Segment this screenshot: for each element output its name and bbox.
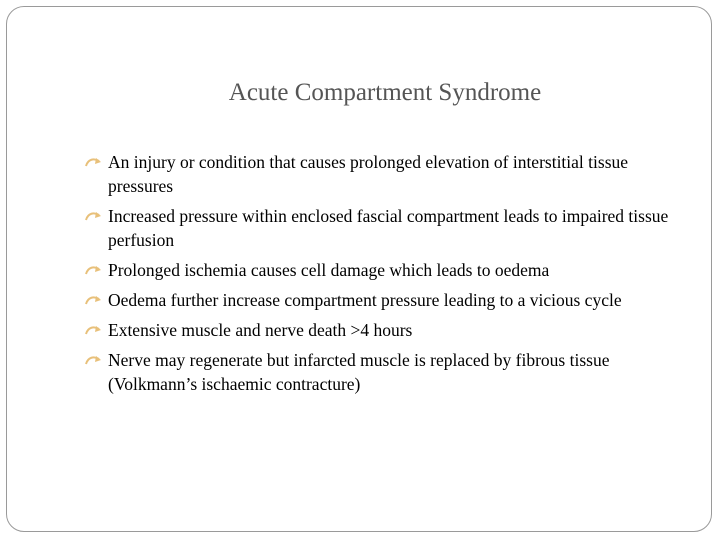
bullet-item [85, 288, 685, 312]
curved-arrow-bullet-icon [85, 324, 102, 336]
bullet-text: Extensive muscle and nerve death >4 hours [108, 320, 413, 340]
curved-arrow-bullet-icon [85, 354, 102, 366]
bullet-item [85, 150, 685, 198]
bullet-item [85, 318, 685, 342]
bullet-text: Increased pressure within enclosed fascial compartment leads to impaired tissue perfusion [108, 206, 669, 250]
bullet-item [85, 348, 685, 396]
curved-arrow-bullet-icon [85, 294, 102, 306]
bullet-text: An injury or condition that causes prolonged elevation of interstitial tissue pressures [108, 152, 629, 196]
slide-frame [6, 6, 712, 532]
curved-arrow-bullet-icon [85, 264, 102, 276]
bullet-text: Oedema further increase compartment pressure leading to a vicious cycle [108, 290, 622, 310]
curved-arrow-bullet-icon [85, 156, 102, 168]
bullet-item [85, 258, 685, 282]
bullet-item [85, 204, 685, 252]
slide-title: Acute Compartment Syndrome [228, 79, 542, 106]
bullet-text: Prolonged ischemia causes cell damage which leads to oedema [108, 260, 550, 280]
bullet-text: Nerve may regenerate but infarcted muscle is replaced by fibrous tissue (Volkmann’s ischaemic contracture) [108, 350, 610, 394]
bullet-list [85, 150, 685, 402]
curved-arrow-bullet-icon [85, 210, 102, 222]
